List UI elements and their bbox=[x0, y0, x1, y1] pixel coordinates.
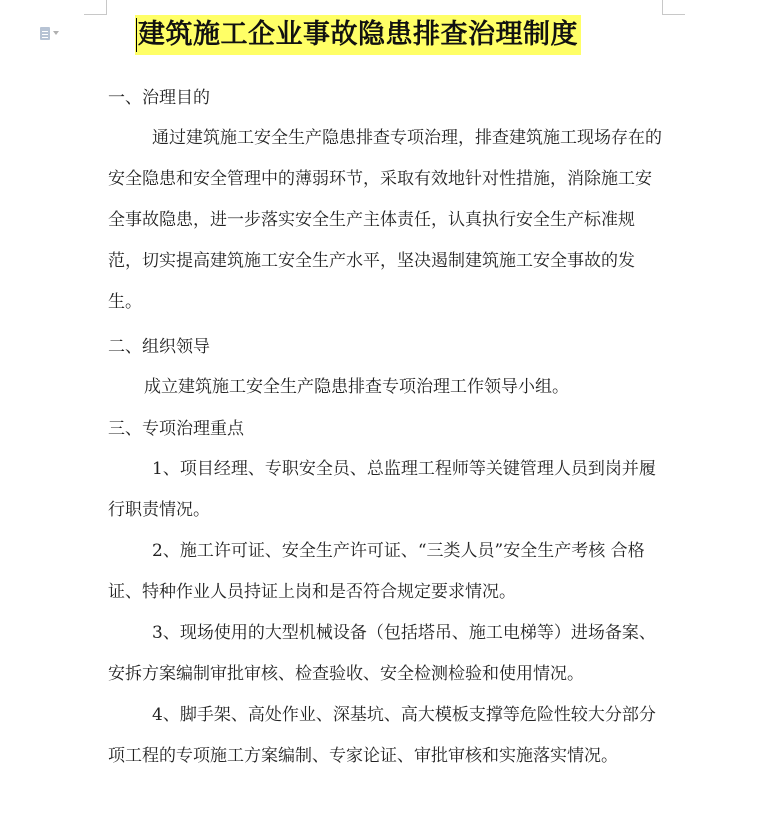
document-title[interactable]: 建筑施工企业事故隐患排查治理制度 bbox=[135, 15, 581, 55]
text-cursor bbox=[136, 18, 137, 52]
document-icon bbox=[40, 27, 50, 40]
section-3-body bbox=[108, 449, 668, 777]
page-corner-mark-right bbox=[662, 0, 685, 15]
section-heading-3[interactable]: 三、专项治理重点 bbox=[108, 419, 244, 439]
list-item[interactable]: 4、脚手架、高处作业、深基坑、高大模板支撑等危险性较大分部分项工程的专项施工方案编制、专家论证、审批审核和实施落实情况。 bbox=[108, 705, 656, 766]
dropdown-caret-icon bbox=[53, 31, 59, 35]
list-item[interactable]: 2、施工许可证、安全生产许可证、“三类人员”安全生产考核 合格证、特种作业人员持证上岗和是否符合规定要求情况。 bbox=[108, 541, 645, 602]
section-heading-2[interactable]: 二、组织领导 bbox=[108, 337, 210, 357]
document-options-button[interactable] bbox=[40, 26, 70, 40]
list-item[interactable]: 3、现场使用的大型机械设备（包括塔吊、施工电梯等）进场备案、安拆方案编制审批审核、检查验收、安全检测检验和使用情况。 bbox=[108, 623, 656, 684]
paragraph[interactable]: 通过建筑施工安全生产隐患排查专项治理，排查建筑施工现场存在的安全隐患和安全管理中的薄弱环节，采取有效地针对性措施，消除施工安全事故隐患，进一步落实安全生产主体责任，认真执行安全生产标准规范，切实提高建筑施工安全生产水平，坚决遏制建筑施工安全事故的发生。 bbox=[108, 128, 662, 312]
list-item[interactable]: 1、项目经理、专职安全员、总监理工程师等关键管理人员到岗并履行职责情况。 bbox=[108, 459, 656, 520]
section-2-body bbox=[108, 367, 668, 408]
section-heading-1[interactable]: 一、治理目的 bbox=[108, 88, 210, 108]
page-corner-mark-left bbox=[84, 0, 107, 15]
paragraph[interactable]: 成立建筑施工安全生产隐患排查专项治理工作领导小组。 bbox=[144, 377, 569, 397]
section-1-body bbox=[108, 118, 668, 323]
